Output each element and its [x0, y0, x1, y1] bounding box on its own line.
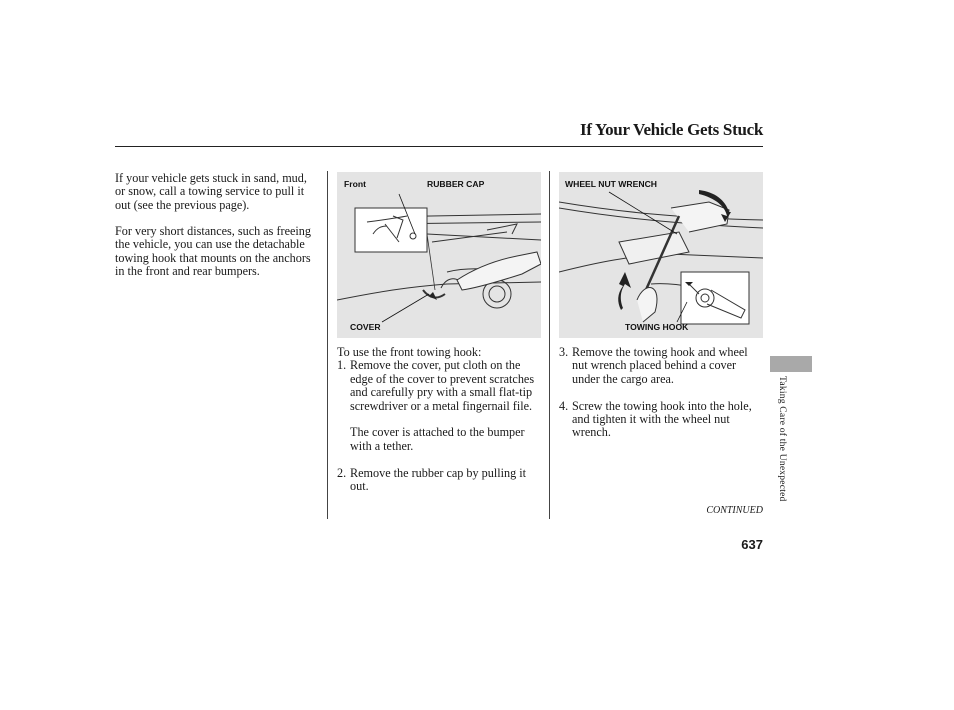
step-1-number: 1. [337, 358, 347, 373]
step-4 [559, 400, 763, 440]
step-1-text: Remove the cover, put cloth on the edge of the cover to prevent scratches and carefully pry with a small flat-tip screwdriver or a metal fingernail file. [350, 358, 535, 413]
step-2-text: Remove the rubber cap by pulling it out. [350, 465, 526, 494]
middle-column-text [337, 346, 543, 493]
cover-label: COVER [350, 322, 381, 332]
step-3-text: Remove the towing hook and wheel nut wrench placed behind a cover under the cargo area. [572, 345, 748, 386]
step-2-number: 2. [337, 465, 347, 480]
step-1 [337, 359, 543, 413]
step-4-number: 4. [559, 398, 569, 413]
step-1-note [337, 426, 543, 453]
column-divider-right [549, 171, 550, 519]
rubber-cap-label: RUBBER CAP [427, 179, 485, 189]
section-tab-label: Taking Care of the Unexpected [777, 376, 788, 502]
front-label: Front [344, 179, 366, 189]
step-3 [559, 346, 763, 386]
bumper-cover-drawing [337, 172, 541, 338]
towing-hook-illustration [559, 172, 763, 338]
section-tab-marker [770, 356, 812, 372]
intro-paragraph: If your vehicle gets stuck in sand, mud, or snow, call a towing service to pull it out (see the previous page). [115, 171, 307, 212]
wheel-nut-wrench-label: WHEEL NUT WRENCH [565, 179, 657, 189]
towing-hook-label: TOWING HOOK [625, 322, 689, 332]
wrench-hook-drawing [559, 172, 763, 338]
right-column-text [559, 346, 763, 440]
front-hook-intro: To use the front towing hook: [337, 345, 482, 359]
step-4-text: Screw the towing hook into the hole, and tighten it with the wheel nut wrench. [572, 398, 752, 440]
page-title: If Your Vehicle Gets Stuck [580, 120, 763, 139]
title-divider [115, 146, 763, 147]
continued-label: CONTINUED [706, 505, 763, 516]
front-bumper-illustration [337, 172, 541, 338]
step-2 [337, 467, 543, 494]
page-number: 637 [741, 537, 763, 552]
short-distance-paragraph: For very short distances, such as freeing the vehicle, you can use the detachable towing hook that mounts on the anchors in the front and rear bumpers. [115, 224, 311, 279]
column-divider-left [327, 171, 328, 519]
step-3-number: 3. [559, 345, 569, 359]
step-1-note-text: The cover is attached to the bumper with a tether. [350, 425, 525, 453]
